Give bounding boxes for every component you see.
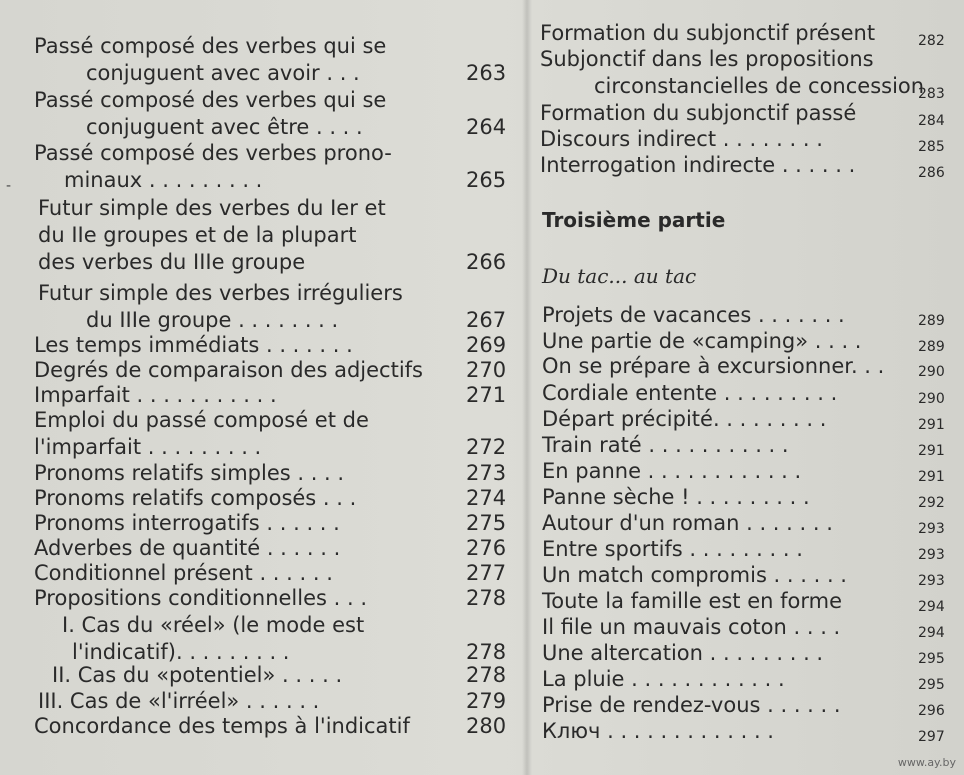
toc-entry-line: l'indicatif). . . . . . . . . xyxy=(72,640,290,664)
toc-entry-line: Futur simple des verbes irréguliers xyxy=(38,281,403,305)
toc-entry-line: Passé composé des verbes prono- xyxy=(34,141,392,165)
toc-entry xyxy=(542,328,861,355)
toc-entry-line: Passé composé des verbes qui se xyxy=(34,34,387,58)
toc-entry-line: Futur simple des verbes du Ier et xyxy=(38,196,386,220)
toc-page-number: 269 xyxy=(466,333,507,357)
toc-entry xyxy=(34,382,277,409)
toc-page-number: 280 xyxy=(466,714,507,738)
toc-page-number: 295 xyxy=(918,651,945,667)
toc-page-number: 292 xyxy=(918,495,945,511)
toc-entry-line: Ключ . . . . . . . . . . . . . xyxy=(542,719,774,743)
toc-entry-line: III. Cas de «l'irréel» . . . . . . xyxy=(38,689,320,713)
toc-entry xyxy=(540,100,856,127)
toc-entry xyxy=(34,688,319,715)
toc-entry-line: Passé composé des verbes qui se xyxy=(34,88,387,112)
toc-entry-line: Degrés de comparaison des adjectifs xyxy=(34,358,423,382)
toc-entry xyxy=(34,662,342,689)
toc-page-number: 265 xyxy=(466,168,507,192)
toc-page-number: 278 xyxy=(466,640,507,664)
toc-entry xyxy=(34,560,333,587)
toc-entry xyxy=(542,718,774,745)
toc-entry-line: Adverbes de quantité . . . . . . xyxy=(34,536,341,560)
toc-page-number: 283 xyxy=(918,86,945,102)
toc-entry-line: du IIe groupes et de la plupart xyxy=(38,223,357,247)
toc-entry-line: Une partie de «camping» . . . . xyxy=(542,329,862,353)
toc-entry-line: Train raté . . . . . . . . . . . xyxy=(542,433,789,457)
toc-page-number: 291 xyxy=(918,469,945,485)
toc-entry-line: Panne sèche ! . . . . . . . . . xyxy=(542,485,810,509)
toc-page-number: 266 xyxy=(466,250,507,274)
toc-page-number: 291 xyxy=(918,443,945,459)
toc-entry-line: Prise de rendez-vous . . . . . . xyxy=(542,693,841,717)
toc-entry-line: Il file un mauvais coton . . . . xyxy=(542,615,841,639)
toc-entry-line: II. Cas du «potentiel» . . . . . xyxy=(52,663,343,687)
toc-entry-line: Entre sportifs . . . . . . . . . xyxy=(542,537,803,561)
toc-entry xyxy=(34,713,410,740)
toc-entry xyxy=(34,280,403,334)
toc-page-number: 278 xyxy=(466,586,507,610)
toc-page-number: 275 xyxy=(466,511,507,535)
toc-entry xyxy=(34,585,367,612)
toc-entry-line: Départ précipité. . . . . . . . . xyxy=(542,407,827,431)
toc-page-number: 264 xyxy=(466,115,507,139)
toc-page-number: 286 xyxy=(918,165,945,181)
toc-entry-line: On se prépare à excursionner. . . xyxy=(542,354,885,378)
toc-entry xyxy=(34,33,386,87)
toc-page-number: 276 xyxy=(466,536,507,560)
page-fold xyxy=(522,0,532,775)
toc-entry xyxy=(34,332,353,359)
toc-entry-line: conjuguent avec avoir . . . xyxy=(86,61,360,85)
toc-page-number: 290 xyxy=(918,364,945,380)
toc-entry-line: Autour d'un roman . . . . . . . xyxy=(542,511,833,535)
toc-entry-line: conjuguent avec être . . . . xyxy=(86,115,363,139)
toc-entry xyxy=(542,432,789,459)
margin-mark: ‐ xyxy=(6,178,12,194)
toc-page-number: 273 xyxy=(466,461,507,485)
toc-page-number: 272 xyxy=(466,435,507,459)
toc-entry-line: Formation du subjonctif passé xyxy=(540,101,857,125)
toc-entry-line: Discours indirect . . . . . . . . xyxy=(540,127,823,151)
toc-entry-line: Pronoms relatifs composés . . . xyxy=(34,486,357,510)
toc-entry xyxy=(34,460,344,487)
toc-entry-line: circonstancielles de concession xyxy=(594,74,925,98)
toc-page-number: 289 xyxy=(918,339,945,355)
toc-entry xyxy=(542,406,826,433)
toc-page-number: 277 xyxy=(466,561,507,585)
toc-entry xyxy=(34,357,423,384)
toc-entry xyxy=(542,536,803,563)
toc-entry xyxy=(542,302,845,329)
toc-entry-line: du IIIe groupe . . . . . . . . xyxy=(86,308,339,332)
toc-entry-line: Imparfait . . . . . . . . . . . xyxy=(34,383,277,407)
toc-entry xyxy=(34,195,386,276)
toc-page-number: 278 xyxy=(466,663,507,687)
toc-entry xyxy=(34,535,340,562)
toc-page-number: 289 xyxy=(918,313,945,329)
section-title: Troisième partie xyxy=(542,208,726,232)
toc-entry-line: Toute la famille est en forme xyxy=(542,589,842,613)
toc-page-number: 274 xyxy=(466,486,507,510)
toc-page-number: 267 xyxy=(466,308,507,332)
toc-entry-line: Un match compromis . . . . . . xyxy=(542,563,847,587)
toc-page-number: 263 xyxy=(466,61,507,85)
toc-entry xyxy=(540,126,823,153)
toc-entry-line: Pronoms interrogatifs . . . . . . xyxy=(34,511,340,535)
toc-page-number: 279 xyxy=(466,689,507,713)
toc-page-number: 296 xyxy=(918,703,945,719)
toc-entry-line: La pluie . . . . . . . . . . . . xyxy=(542,667,785,691)
toc-page-number: 293 xyxy=(918,547,945,563)
toc-page-number: 294 xyxy=(918,599,945,615)
toc-entry-line: Subjonctif dans les propositions xyxy=(540,47,874,71)
toc-entry xyxy=(540,152,855,179)
toc-entry-line: Emploi du passé composé et de xyxy=(34,408,369,432)
toc-entry-line: Pronoms relatifs simples . . . . xyxy=(34,461,345,485)
toc-entry xyxy=(34,87,386,141)
toc-entry xyxy=(542,666,785,693)
toc-page-number: 293 xyxy=(918,573,945,589)
toc-entry-line: Interrogation indirecte . . . . . . xyxy=(540,153,856,177)
toc-page-number: 282 xyxy=(918,33,945,49)
toc-entry xyxy=(542,458,801,485)
toc-entry xyxy=(542,692,841,719)
toc-page-number: 291 xyxy=(918,417,945,433)
toc-entry-line: I. Cas du «réel» (le mode est xyxy=(62,613,365,637)
toc-entry xyxy=(542,640,823,667)
toc-page-number: 290 xyxy=(918,391,945,407)
toc-entry xyxy=(542,484,810,511)
toc-page-number: 271 xyxy=(466,383,507,407)
toc-entry-line: Propositions conditionnelles . . . xyxy=(34,586,368,610)
toc-page-number: 285 xyxy=(918,139,945,155)
toc-entry-line: En panne . . . . . . . . . . . . xyxy=(542,459,802,483)
toc-page-number: 297 xyxy=(918,729,945,745)
toc-entry xyxy=(540,20,875,47)
toc-entry-line: Conditionnel présent . . . . . . xyxy=(34,561,333,585)
toc-entry xyxy=(34,140,392,194)
toc-entry-line: des verbes du IIIe groupe xyxy=(38,250,306,274)
toc-entry xyxy=(34,485,356,512)
toc-entry xyxy=(34,407,369,461)
toc-entry xyxy=(34,612,364,666)
toc-entry-line: Les temps immédiats . . . . . . . xyxy=(34,333,353,357)
toc-page-number: 295 xyxy=(918,677,945,693)
toc-page-number: 294 xyxy=(918,625,945,641)
section-subtitle: Du tac... au tac xyxy=(542,264,697,288)
toc-page-number: 293 xyxy=(918,521,945,537)
toc-page-number: 270 xyxy=(466,358,507,382)
toc-entry xyxy=(542,588,842,615)
toc-entry xyxy=(542,353,884,380)
watermark: www.ay.by xyxy=(897,756,956,769)
toc-entry xyxy=(542,614,840,641)
toc-entry-line: Formation du subjonctif présent xyxy=(540,21,876,45)
toc-entry-line: Concordance des temps à l'indicatif xyxy=(34,714,410,738)
toc-entry-line: Projets de vacances . . . . . . . xyxy=(542,303,845,327)
toc-entry-line: l'imparfait . . . . . . . . . xyxy=(34,435,262,459)
toc-entry xyxy=(542,380,837,407)
toc-entry-line: minaux . . . . . . . . . xyxy=(64,168,263,192)
toc-page-number: 284 xyxy=(918,113,945,129)
toc-entry-line: Cordiale entente . . . . . . . . . xyxy=(542,381,838,405)
toc-entry xyxy=(34,510,340,537)
toc-entry xyxy=(542,562,847,589)
toc-entry xyxy=(540,46,924,100)
toc-entry xyxy=(542,510,833,537)
toc-entry-line: Une altercation . . . . . . . . . xyxy=(542,641,824,665)
